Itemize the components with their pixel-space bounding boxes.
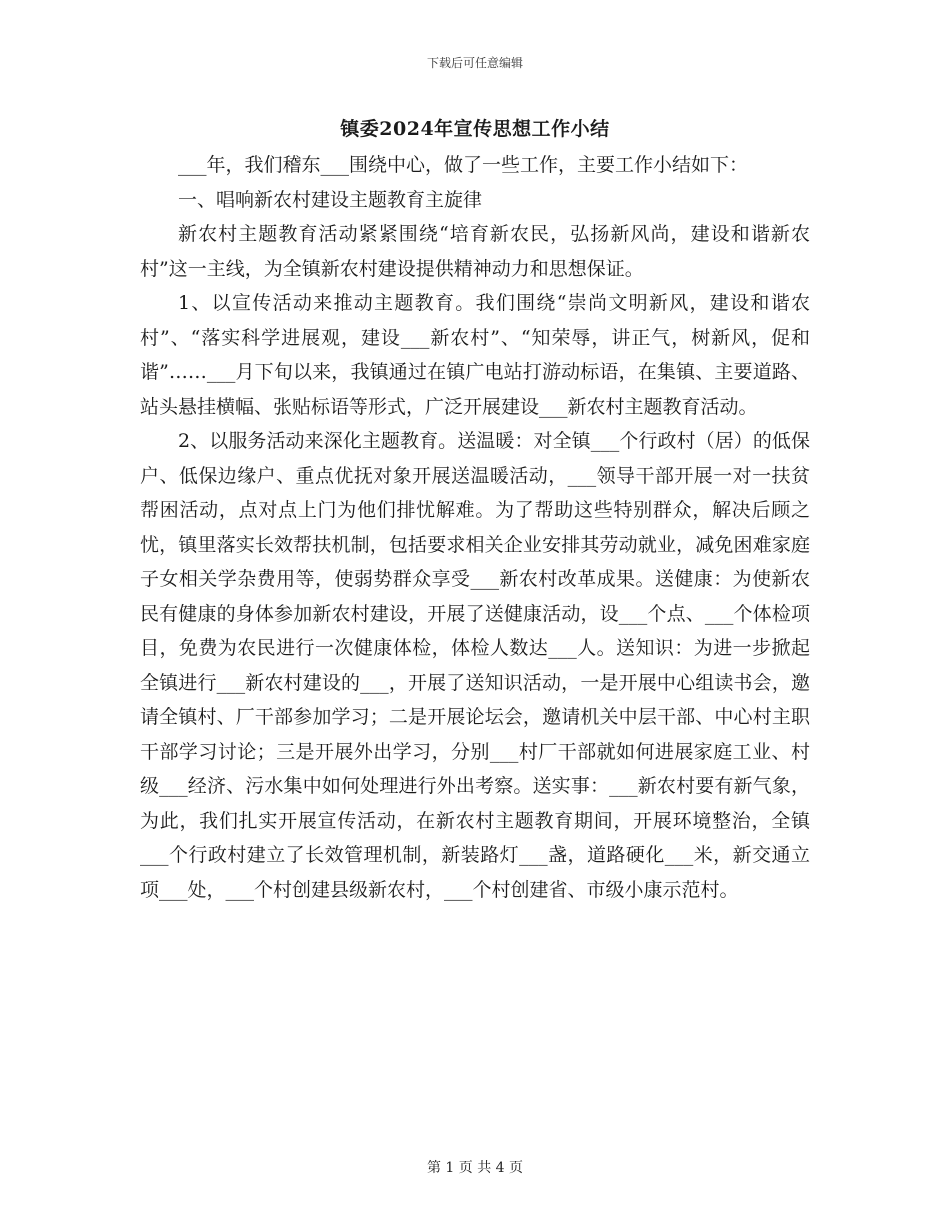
paragraph-item-1: 1、以宣传活动来推动主题教育。我们围绕“崇尚文明新风，建设和谐农村”、“落实科学进展观，建设___新农村”、“知荣辱，讲正气，树新风，促和谐”……___月下旬以来，我镇通过在镇广电站打游动标语，在集镇、主要道路、站头悬挂横幅、张贴标语等形式，广泛开展建设___新农村主题教育活动。 bbox=[140, 292, 810, 418]
header-note: 下载后可任意编辑 bbox=[426, 56, 523, 70]
paragraph-theme: 新农村主题教育活动紧紧围绕“培育新农民，弘扬新风尚，建设和谐新农村”这一主线，为全镇新农村建设提供精神动力和思想保证。 bbox=[140, 223, 810, 280]
paragraph-item-2: 2、以服务活动来深化主题教育。送温暖：对全镇___个行政村（居）的低保户、低保边缘户、重点优抚对象开展送温暖活动，___领导干部开展一对一扶贫帮困活动，点对点上门为他们排忧解难。为了帮助这些特别群众，解决后顾之忧，镇里落实长效帮扶机制，包括要求相关企业安排其劳动就业，减免困难家庭子女相关学杂费用等，使弱势群众享受___新农村改革成果。送健康：为使新农民有健康的身体参加新农村建设，开展了送健康活动，设___个点、___个体检项目，免费为农民进行一次健康体检，体检人数达___人。送知识：为进一步掀起全镇进行___新农村建设的___，开展了送知识活动，一是开展中心组读书会，邀请全镇村、厂干部参加学习；二是开展论坛会，邀请机关中层干部、中心村主职干部学习讨论；三是开展外出学习，分别___村厂干部就如何进展家庭工业、村级___经济、污水集中如何处理进行外出考察。送实事：___新农村要有新气象，为此，我们扎实开展宣传活动，在新农村主题教育期间，开展环境整治，全镇___个行政村建立了长效管理机制，新装路灯___盏，道路硬化___米，新交通立项___处，___个村创建县级新农村，___个村创建省、市级小康示范村。 bbox=[140, 430, 810, 901]
paragraph-intro: ___年，我们稽东___围绕中心，做了一些工作，主要工作小结如下： bbox=[178, 154, 749, 176]
document-body bbox=[140, 148, 810, 907]
section-heading-1: 一、唱响新农村建设主题教育主旋律 bbox=[178, 188, 483, 211]
document-title: 镇委2024年宣传思想工作小结 bbox=[340, 118, 610, 140]
page-number: 第 1 页 共 4 页 bbox=[426, 1160, 524, 1176]
